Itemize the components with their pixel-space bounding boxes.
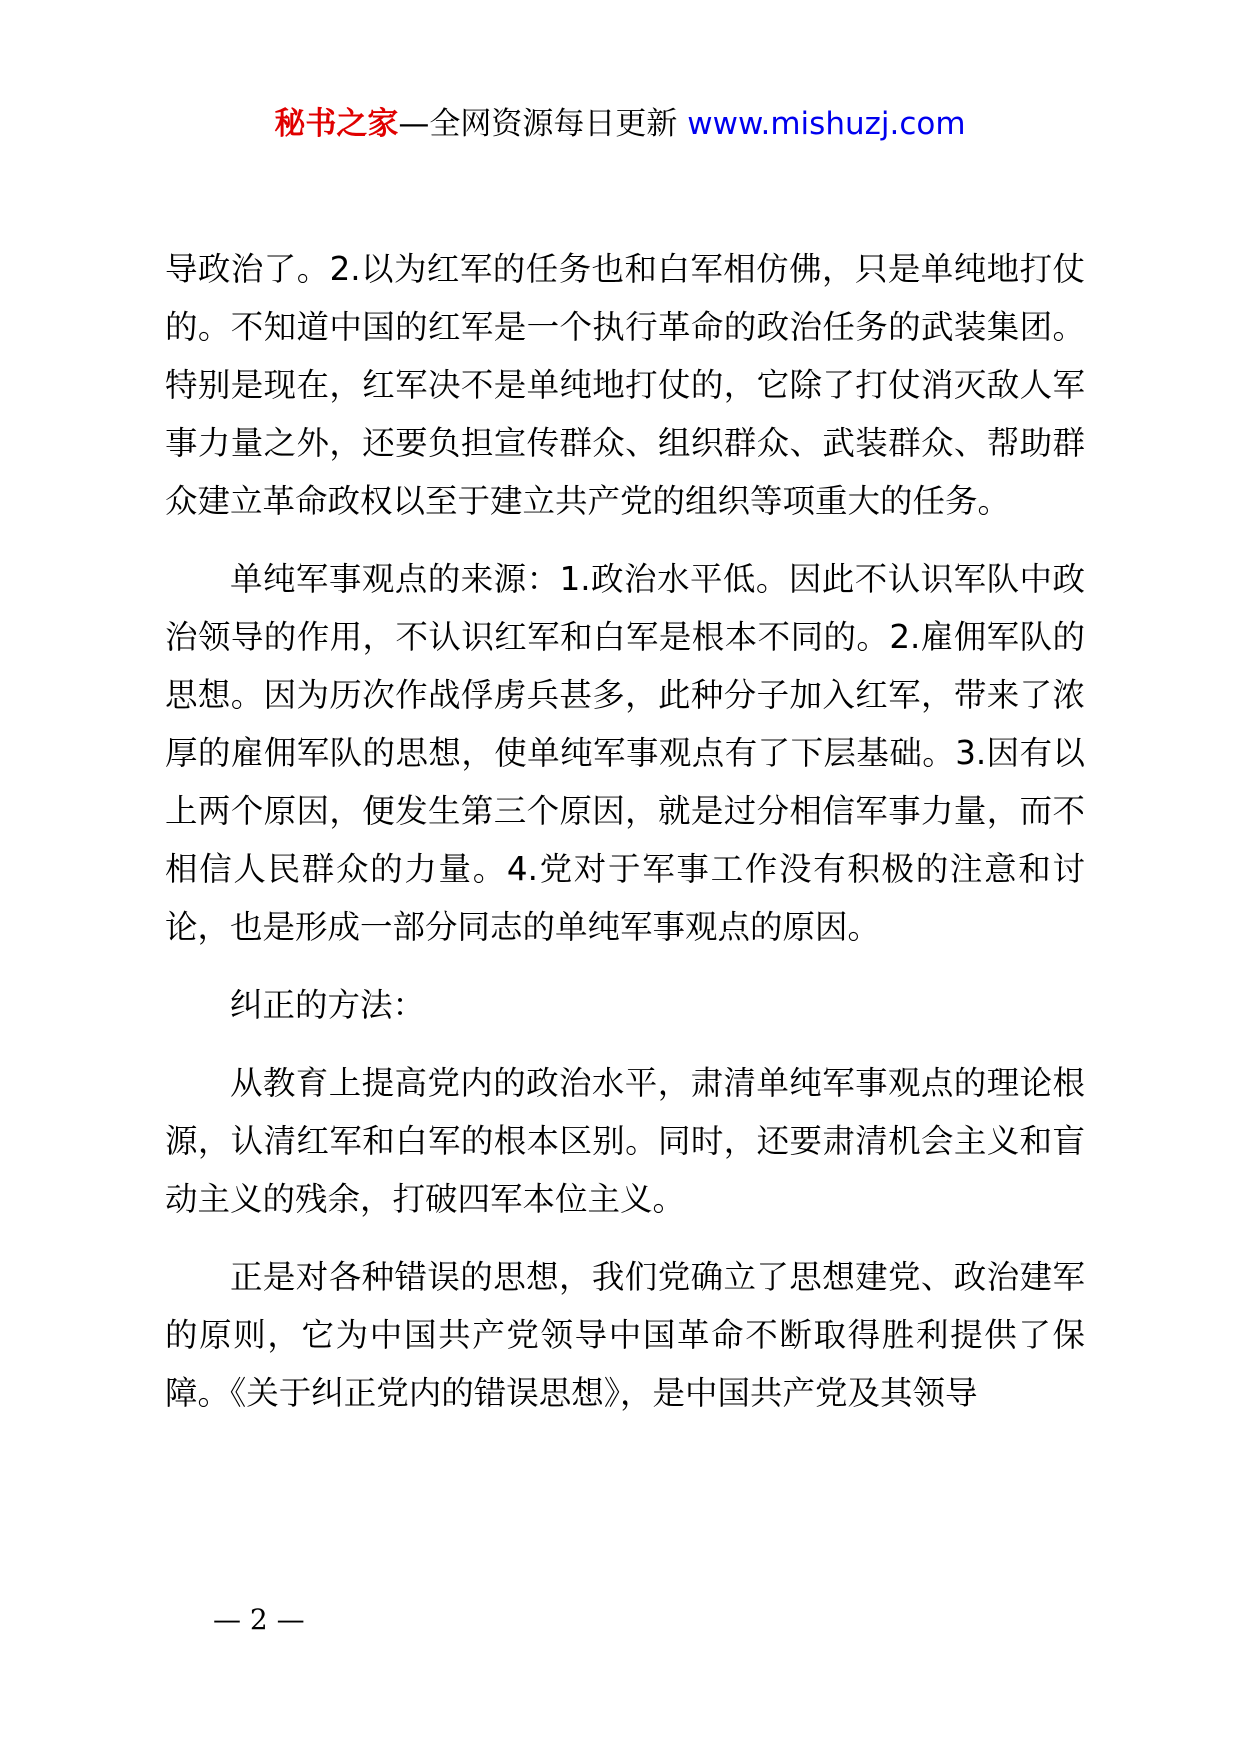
paragraph: 纠正的方法：	[230, 986, 426, 1024]
paragraph: 正是对各种错误的思想，我们党确立了思想建党、政治建军的原则，它为中国共产党领导中国革命不断取得胜利提供了保障。《关于纠正党内的错误思想》，是中国共产党及其领导	[165, 1258, 1085, 1412]
page-number: — 2 —	[213, 1603, 305, 1636]
paragraph: 单纯军事观点的来源：1.政治水平低。因此不认识军队中政治领导的作用，不认识红军和白军是根本不同的。2.雇佣军队的思想。因为历次作战俘虏兵甚多，此种分子加入红军，带来了浓厚的雇佣军队的思想，使单纯军事观点有了下层基础。3.因有以上两个原因，便发生第三个原因，就是过分相信军事力量，而不相信人民群众的力量。4.党对于军事工作没有积极的注意和讨论，也是形成一部分同志的单纯军事观点的原因。	[165, 560, 1085, 946]
page-header	[0, 100, 1240, 148]
site-brand: 秘书之家	[274, 106, 399, 142]
document-body	[165, 240, 1085, 1442]
paragraph: 导政治了。2.以为红军的任务也和白军相仿佛，只是单纯地打仗的。不知道中国的红军是一个执行革命的政治任务的武装集团。特别是现在，红军决不是单纯地打仗的，它除了打仗消灭敌人军事力量之外，还要负担宣传群众、组织群众、武装群众、帮助群众建立革命政权以至于建立共产党的组织等项重大的任务。	[165, 250, 1085, 520]
site-url-link[interactable]: www.mishuzj.com	[687, 106, 966, 142]
paragraph: 从教育上提高党内的政治水平，肃清单纯军事观点的理论根源，认清红军和白军的根本区别。同时，还要肃清机会主义和盲动主义的残余，打破四军本位主义。	[165, 1064, 1085, 1218]
site-slogan: —全网资源每日更新	[398, 106, 678, 142]
